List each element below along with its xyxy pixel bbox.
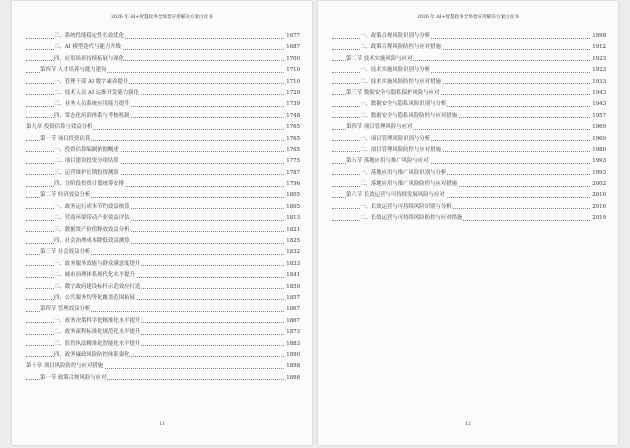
toc-entry-page: 1898 xyxy=(285,361,300,372)
toc-entry-title: 四、公共服务均等化覆盖范围拓展 xyxy=(54,294,135,301)
toc-entry[interactable] xyxy=(26,202,300,213)
toc-entry[interactable] xyxy=(332,134,606,145)
toc-entry[interactable] xyxy=(26,316,300,327)
toc-entry-page: 1867 xyxy=(285,316,300,327)
toc-entry-page: 2002 xyxy=(591,179,606,190)
toc-entry[interactable] xyxy=(332,88,606,99)
toc-entry-page: 1912 xyxy=(591,42,606,53)
toc-entry-page: 1775 xyxy=(285,156,300,167)
toc-entry-page: 1833 xyxy=(285,259,300,270)
toc-entry-page: 2010 xyxy=(591,190,606,201)
toc-entry-page: 2019 xyxy=(591,213,606,224)
toc-entry-title: 第四节 管理效益分析 xyxy=(40,306,91,313)
toc-entry-page: 1765 xyxy=(285,122,300,133)
toc-entry[interactable] xyxy=(332,65,606,76)
toc-list xyxy=(26,31,300,384)
toc-entry-title: 二、数据安全与隐私风险防控与应对措施 xyxy=(360,112,458,119)
toc-entry[interactable] xyxy=(332,179,606,190)
toc-entry[interactable] xyxy=(26,190,300,201)
toc-entry[interactable] xyxy=(26,31,300,42)
toc-entry-title: 四、分阶段投资计划统筹安排 xyxy=(54,181,125,188)
toc-entry-page: 1787 xyxy=(285,168,300,179)
page-number: 11 xyxy=(159,422,165,427)
toc-entry-title: 二、落地应用与推广风险防控与应对措施 xyxy=(360,181,458,188)
toc-entry-title: 一、投资估算编制依据概述 xyxy=(54,146,119,153)
toc-entry-page: 1825 xyxy=(285,236,300,247)
toc-entry-title: 第二节 技术实施风险与应对 xyxy=(346,55,413,62)
toc-entry[interactable] xyxy=(332,145,606,156)
toc-entry[interactable] xyxy=(26,111,300,122)
toc-entry-title: 三、数字政府建设标杆示范效应打造 xyxy=(54,283,141,290)
toc-entry-page: 1677 xyxy=(285,31,300,42)
toc-entry-title: 第一节 项目投资估算 xyxy=(40,135,91,142)
toc-entry-title: 一、数据安全与隐私风险识别与分析 xyxy=(360,101,447,108)
toc-entry[interactable] xyxy=(26,327,300,338)
toc-entry[interactable] xyxy=(332,54,606,65)
toc-entry-title: 三、监管执法精准化智能化水平提升 xyxy=(54,340,141,347)
toc-entry-page: 1993 xyxy=(591,168,606,179)
toc-entry-title: 一、政策合规风险识别与分析 xyxy=(360,33,431,39)
toc-entry-page: 1980 xyxy=(591,145,606,156)
toc-entry[interactable] xyxy=(26,145,300,156)
toc-entry[interactable] xyxy=(26,156,300,167)
toc-entry[interactable] xyxy=(26,361,300,372)
toc-entry[interactable] xyxy=(26,99,300,110)
page-header: 2026 年 AI+智慧政务全场景应用解决方案白皮书 xyxy=(111,15,213,20)
toc-entry[interactable] xyxy=(332,168,606,179)
toc-entry-page: 1850 xyxy=(285,282,300,293)
toc-entry[interactable] xyxy=(332,213,606,224)
toc-entry-page: 1700 xyxy=(285,54,300,65)
toc-entry-page: 1969 xyxy=(591,122,606,133)
toc-entry[interactable] xyxy=(332,156,606,167)
toc-entry[interactable] xyxy=(332,31,606,42)
toc-entry-title: 三、运营维护长期投资测算 xyxy=(54,169,119,176)
toc-entry-page: 1687 xyxy=(285,42,300,53)
toc-entry-title: 一、项目管理风险识别与分析 xyxy=(360,135,431,142)
toc-entry-page: 1729 xyxy=(285,88,300,99)
toc-entry-title: 二、长效运营与可持续风险防控与应对措施 xyxy=(360,215,463,222)
toc-entry[interactable] xyxy=(332,190,606,201)
toc-entry[interactable] xyxy=(26,339,300,350)
toc-entry-page: 1873 xyxy=(285,327,300,338)
toc-entry-title: 一、管理干部 AI 数字素养提升 xyxy=(54,78,129,85)
toc-entry-title: 一、落地应用与推广风险识别与分析 xyxy=(360,169,447,176)
toc-entry-page: 1710 xyxy=(285,77,300,88)
toc-entry-page: 1923 xyxy=(591,54,606,65)
toc-entry[interactable] xyxy=(332,99,606,110)
toc-entry-page: 1841 xyxy=(285,270,300,281)
toc-entry[interactable] xyxy=(26,213,300,224)
toc-entry-page: 1765 xyxy=(285,145,300,156)
toc-entry-page: 1890 xyxy=(285,350,300,361)
toc-entry-title: 一、政务运行成本节约效益核算 xyxy=(54,203,130,210)
toc-entry-title: 第九章 投资估算与效益分析 xyxy=(26,124,93,131)
toc-entry[interactable] xyxy=(26,65,300,76)
toc-entry-title: 第五节 落地应用与推广风险与应对 xyxy=(346,158,429,165)
toc-entry-title: 二、技术人员 AI 运维开发能力强化 xyxy=(54,89,139,96)
toc-entry-title: 三、系统性能稳定性长效优化 xyxy=(54,33,125,39)
toc-entry-page: 1805 xyxy=(285,190,300,201)
toc-entry-title: 一、政务决策科学化精准化水平提升 xyxy=(54,317,141,324)
toc-entry-page: 1883 xyxy=(285,339,300,350)
toc-entry[interactable] xyxy=(332,42,606,53)
toc-entry-page: 1710 xyxy=(285,65,300,76)
toc-entry-page: 1933 xyxy=(591,77,606,88)
toc-entry-page: 1748 xyxy=(285,111,300,122)
toc-entry[interactable] xyxy=(26,77,300,88)
toc-entry-page: 1805 xyxy=(285,202,300,213)
toc-entry-page: 1739 xyxy=(285,99,300,110)
toc-entry-title: 第十章 项目风险防控与应对措施 xyxy=(26,363,104,370)
toc-entry[interactable] xyxy=(332,77,606,88)
toc-entry-page: 1813 xyxy=(285,213,300,224)
toc-entry-page: 1993 xyxy=(591,156,606,167)
toc-page-right xyxy=(318,1,618,445)
page-number: 12 xyxy=(465,422,471,427)
toc-entry-page: 1821 xyxy=(285,225,300,236)
toc-entry-title: 第一节 政策合规风险与应对 xyxy=(40,374,107,381)
toc-entry-title: 第二节 经济效益分析 xyxy=(40,192,91,199)
toc-entry-title: 二、城市治理体系现代化水平提升 xyxy=(54,272,135,279)
toc-entry-page: 1867 xyxy=(285,304,300,315)
toc-entry-page: 1943 xyxy=(591,88,606,99)
toc-entry[interactable] xyxy=(26,236,300,247)
toc-entry[interactable] xyxy=(26,54,300,65)
toc-entry-title: 二、营商环境带动产业效益评估 xyxy=(54,215,130,222)
toc-entry-title: 第三节 社会效益分析 xyxy=(40,249,91,256)
toc-entry-page: 1857 xyxy=(285,293,300,304)
toc-entry-title: 第三节 数据安全与隐私保护风险与应对 xyxy=(346,89,440,96)
toc-entry-title: 一、长效运营与可持续风险识别与分析 xyxy=(360,203,452,210)
toc-entry-page: 1898 xyxy=(591,31,606,42)
toc-entry[interactable] xyxy=(332,111,606,122)
toc-entry-title: 二、项目建设投资分项估算 xyxy=(54,158,119,165)
toc-entry[interactable] xyxy=(26,42,300,53)
toc-entry-title: 三、数据资产价值释放效益分析 xyxy=(54,226,130,233)
toc-entry[interactable] xyxy=(332,122,606,133)
toc-entry[interactable] xyxy=(26,350,300,361)
toc-entry[interactable] xyxy=(332,202,606,213)
toc-entry[interactable] xyxy=(26,134,300,145)
toc-entry-title: 一、技术实施风险识别与分析 xyxy=(360,67,431,74)
toc-entry-page: 1796 xyxy=(285,179,300,190)
toc-entry[interactable] xyxy=(26,304,300,315)
toc-entry-title: 第四节 项目管理风险与应对 xyxy=(346,124,413,131)
toc-entry-title: 四、政务廉政风险防控体系强化 xyxy=(54,351,130,358)
toc-entry[interactable] xyxy=(26,259,300,270)
toc-entry-title: 二、项目管理风险防控与应对措施 xyxy=(360,146,441,153)
toc-entry[interactable] xyxy=(26,270,300,281)
toc-entry-page: 1923 xyxy=(591,65,606,76)
toc-entry-page: 2010 xyxy=(591,202,606,213)
toc-page-left xyxy=(12,1,312,445)
toc-entry-page: 1898 xyxy=(285,373,300,384)
toc-entry-page: 1832 xyxy=(285,247,300,258)
toc-entry-title: 一、政务服务效能与群众满意度提升 xyxy=(54,260,141,267)
toc-entry-title: 第六节 长效运营与可持续发展风险与应对 xyxy=(346,192,445,199)
toc-entry[interactable] xyxy=(26,293,300,304)
toc-entry-title: 四、常态化培训体系与考核机制 xyxy=(54,112,130,119)
toc-entry[interactable] xyxy=(26,122,300,133)
page-header: 2026 年 AI+智慧政务全场景应用解决方案白皮书 xyxy=(417,15,519,20)
toc-list xyxy=(332,31,606,225)
toc-entry-title: 四、应用场景持续拓展与深化 xyxy=(54,55,125,62)
toc-entry-title: 四、社会治理成本降低效益测算 xyxy=(54,238,130,245)
toc-entry-page: 1943 xyxy=(591,99,606,110)
toc-entry[interactable] xyxy=(26,225,300,236)
toc-entry-title: 二、政策合规风险防控与应对措施 xyxy=(360,44,441,51)
toc-entry[interactable] xyxy=(26,168,300,179)
toc-entry-title: 第四节 人才培养与能力建设 xyxy=(40,67,107,74)
toc-entry[interactable] xyxy=(26,247,300,258)
toc-entry-title: 三、业务人员系统应用能力提升 xyxy=(54,101,130,108)
toc-entry-title: 三、AI 模型迭代与能力升级 xyxy=(54,44,122,51)
toc-entry-page: 1765 xyxy=(285,134,300,145)
toc-entry[interactable] xyxy=(26,179,300,190)
toc-entry[interactable] xyxy=(26,88,300,99)
toc-entry[interactable] xyxy=(26,282,300,293)
toc-entry-page: 1957 xyxy=(591,111,606,122)
toc-entry[interactable] xyxy=(26,373,300,384)
toc-entry-page: 1969 xyxy=(591,134,606,145)
toc-entry-title: 二、技术实施风险防控与应对措施 xyxy=(360,78,441,85)
toc-entry-title: 二、政务流程标准化规范化水平提升 xyxy=(54,329,141,336)
